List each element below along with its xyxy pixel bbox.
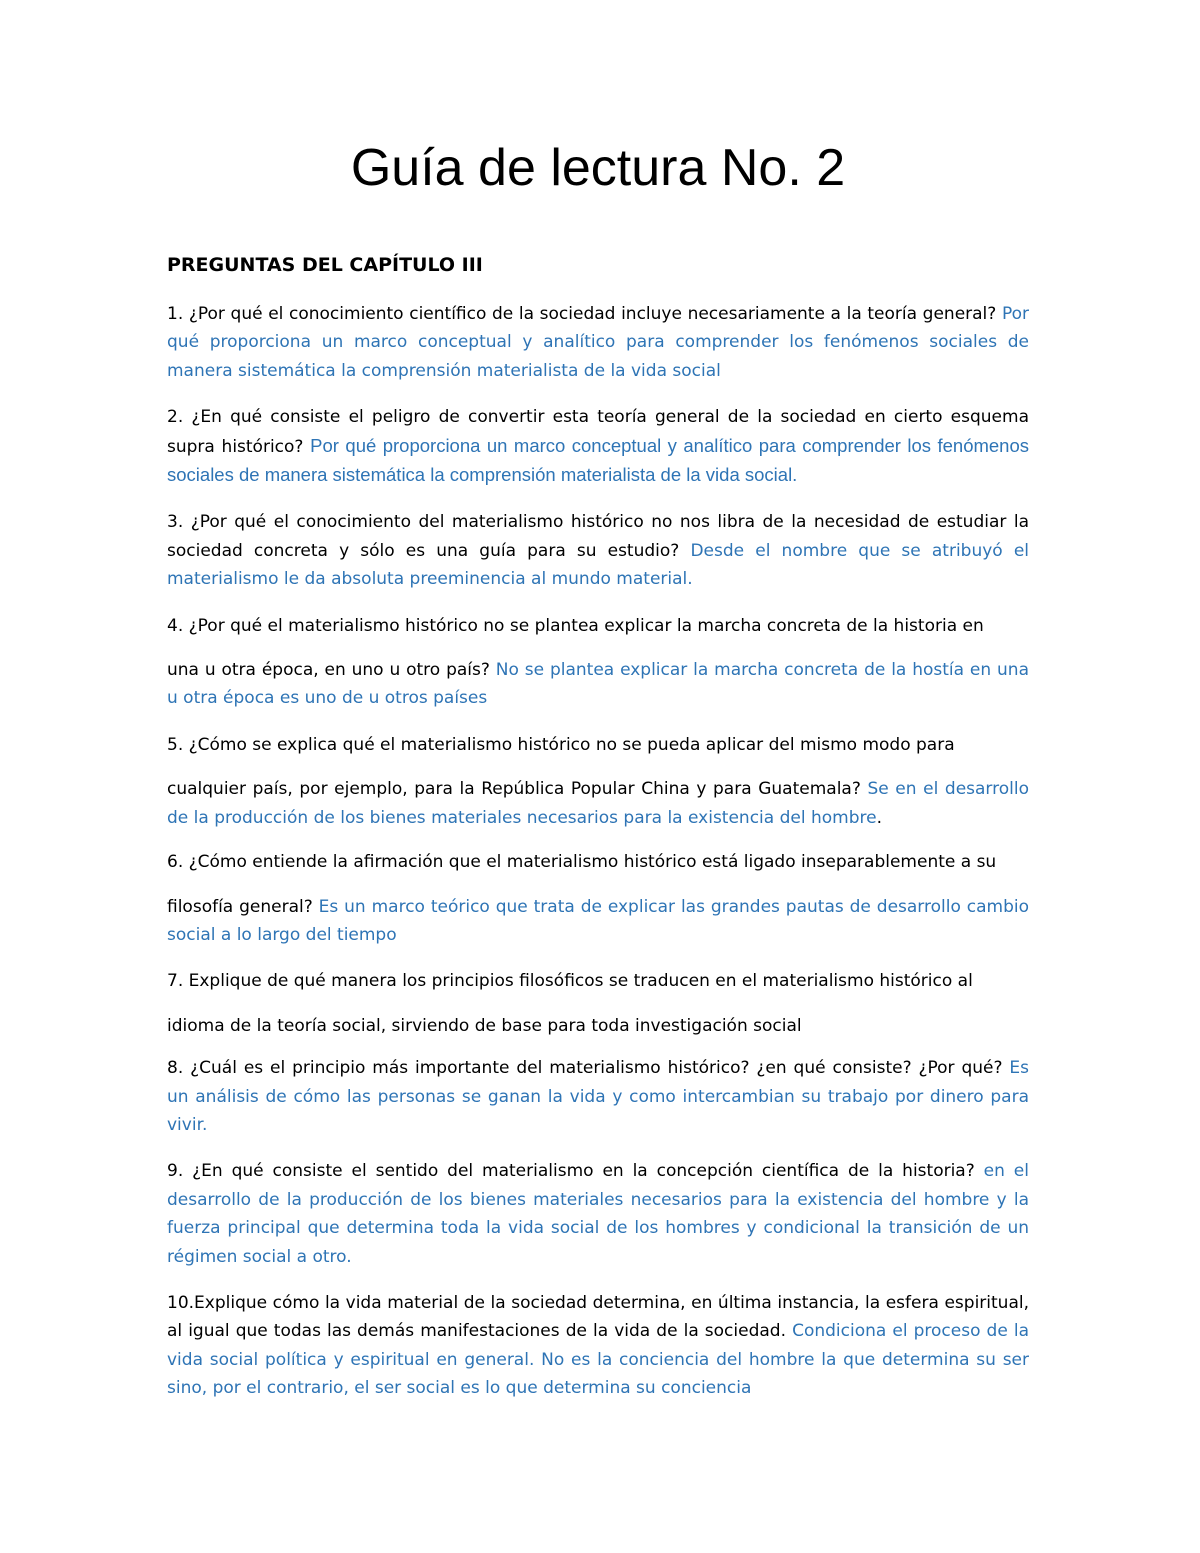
answer-end-punctuation: . [876,807,882,828]
answer-text: Es un análisis de cómo las personas se ganan la vida y como intercambian su trabajo por dinero para vivir. [167,1058,1030,1135]
question-item-4 [167,612,1029,713]
question-text-line-2: cualquier país, por ejemplo, para la República Popular China y para Guatemala? [167,779,861,800]
question-text: 3. ¿Por qué el conocimiento del materialismo histórico no nos libra de la necesidad de estudiar la sociedad concreta y sólo es una guía para su estudio? [167,512,1029,561]
answer-text: Condiciona el proceso de la vida social política y espiritual en general. No es la conciencia del hombre la que determina su ser sino, por el contrario, el ser social es lo que determina su conciencia [167,1321,1030,1399]
question-text-line-1: 4. ¿Por qué el materialismo histórico no se plantea explicar la marcha concreta de la historia en [167,615,984,636]
questions-list [167,300,1029,1421]
question-text-line-2: una u otra época, en uno u otro país? [167,660,490,681]
question-text-line-1: 5. ¿Cómo se explica qué el materialismo histórico no se pueda aplicar del mismo modo para [167,734,955,755]
answer-text: Por qué proporciona un marco conceptual y analítico para comprender los fenómenos sociales de manera sistemática la comprensión materialista de la vida social [167,304,1029,381]
answer-text: No se plantea explicar la marcha concreta de la hostía en una u otra época es uno de u otros países [167,660,1030,709]
answer-text: Se en el desarrollo de la producción de los bienes materiales necesarios para la existencia del hombre [167,779,1029,828]
question-item-2 [167,403,1029,490]
question-item-1 [167,300,1029,385]
question-text: 2. ¿En qué consiste el peligro de convertir esta teoría general de la sociedad en cierto esquema supra histórico? [167,407,1029,457]
question-item-5 [167,731,1029,832]
question-text: 8. ¿Cuál es el principio más importante del materialismo histórico? ¿en qué consiste? ¿Por qué? [167,1058,1003,1079]
question-text: 1. ¿Por qué el conocimiento científico de la sociedad incluye necesariamente a la teoría general? [167,304,997,324]
question-text-line-1: 7. Explique de qué manera los principios filosóficos se traducen en el materialismo histórico al [167,971,973,992]
question-text-line-1: 6. ¿Cómo entiende la afirmación que el materialismo histórico está ligado inseparablemente a su [167,852,997,873]
answer-text: Desde el nombre que se atribuyó el materialismo le da absoluta preeminencia al mundo material. [167,540,1030,590]
question-text: 10.Explique cómo la vida material de la sociedad determina, en última instancia, la esfera espiritual, al igual que todas las demás manifestaciones de la vida de la sociedad. [167,1292,1029,1342]
document-title: Guía de lectura No. 2 [350,139,846,197]
answer-text: Es un marco teórico que trata de explicar las grandes pautas de desarrollo cambio social a lo largo del tiempo [167,896,1029,945]
chapter-heading: PREGUNTAS DEL CAPÍTULO III [167,254,483,276]
question-text-line-2: idioma de la teoría social, sirviendo de base para toda investigación social [167,1015,802,1036]
question-item-3 [167,508,1029,593]
question-item-9 [167,1157,1029,1271]
question-item-6 [167,848,1029,949]
question-text-line-2: filosofía general? [167,896,313,917]
question-item-7 [167,967,1029,1040]
answer-text: en el desarrollo de la producción de los bienes materiales necesarios para la existencia del hombre y la fuerza principal que determina toda la vida social de los hombres y condicional la transición de un régimen social a otro. [167,1161,1029,1267]
question-item-8 [167,1054,1029,1139]
question-item-10 [167,1289,1029,1403]
answer-text: Por qué proporciona un marco conceptual y analítico para comprender los fenómenos sociales de manera sistemática la comprensión materialista de la vida social. [167,434,1030,486]
question-text: 9. ¿En qué consiste el sentido del materialismo en la concepción científica de la historia? [167,1161,975,1182]
